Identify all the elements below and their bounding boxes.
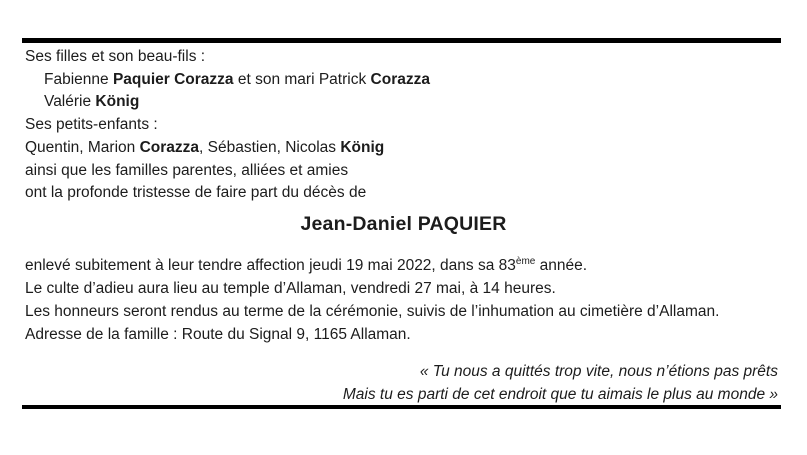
text-segment: ainsi que les familles parentes, alliées et amies [25, 161, 349, 179]
text-segment: Mais tu es parti de cet endroit que tu aimais le plus au monde » [342, 386, 778, 403]
text-segment: Fabienne [44, 70, 113, 88]
family-name-bold: Paquier Corazza [112, 70, 234, 88]
text-line [25, 300, 787, 323]
deceased-name: Jean-Daniel PAQUIER [300, 213, 507, 235]
family-intro [25, 46, 780, 205]
text-line [25, 182, 780, 205]
text-segment: année. [535, 257, 588, 274]
family-name-bold: König [95, 93, 140, 111]
text-segment: ont la profonde tristesse de faire part du décès de [25, 184, 367, 202]
text-line [25, 254, 787, 277]
top-rule [22, 38, 781, 43]
ordinal-superscript: ème [515, 255, 536, 267]
text-segment: et son mari Patrick [233, 70, 371, 88]
ceremony-details [25, 254, 787, 346]
memorial-quote [0, 360, 778, 406]
text-segment: Ses petits-enfants : [25, 116, 158, 134]
text-segment: « Tu nous a quittés trop vite, nous n’étions pas prêts [419, 363, 778, 380]
text-line [25, 91, 780, 114]
text-segment: Ses filles et son beau-fils : [25, 48, 206, 65]
text-line [25, 277, 787, 300]
text-line [25, 69, 780, 92]
family-name-bold: Corazza [139, 138, 200, 156]
family-name-bold: König [340, 138, 385, 156]
family-name-bold: Corazza [370, 70, 430, 88]
text-segment: Quentin, Marion [25, 138, 140, 156]
text-line [25, 46, 780, 69]
text-line [0, 360, 778, 383]
text-segment: Les honneurs seront rendus au terme de la cérémonie, suivis de l’inhumation au cimetière d’Allaman. [25, 303, 720, 320]
text-segment: Le culte d’adieu aura lieu au temple d’Allaman, vendredi 27 mai, à 14 heures. [25, 280, 556, 297]
text-line [25, 323, 787, 346]
text-line [25, 137, 780, 160]
text-segment: , Sébastien, Nicolas [199, 138, 341, 156]
text-line [25, 114, 780, 137]
bottom-rule [22, 405, 781, 409]
text-segment: Adresse de la famille : Route du Signal 9, 1165 Allaman. [25, 326, 411, 343]
text-segment: enlevé subitement à leur tendre affection jeudi 19 mai 2022, dans sa 83 [25, 257, 516, 274]
text-line [25, 160, 780, 183]
text-line [0, 383, 778, 406]
text-segment: Valérie [44, 93, 96, 111]
